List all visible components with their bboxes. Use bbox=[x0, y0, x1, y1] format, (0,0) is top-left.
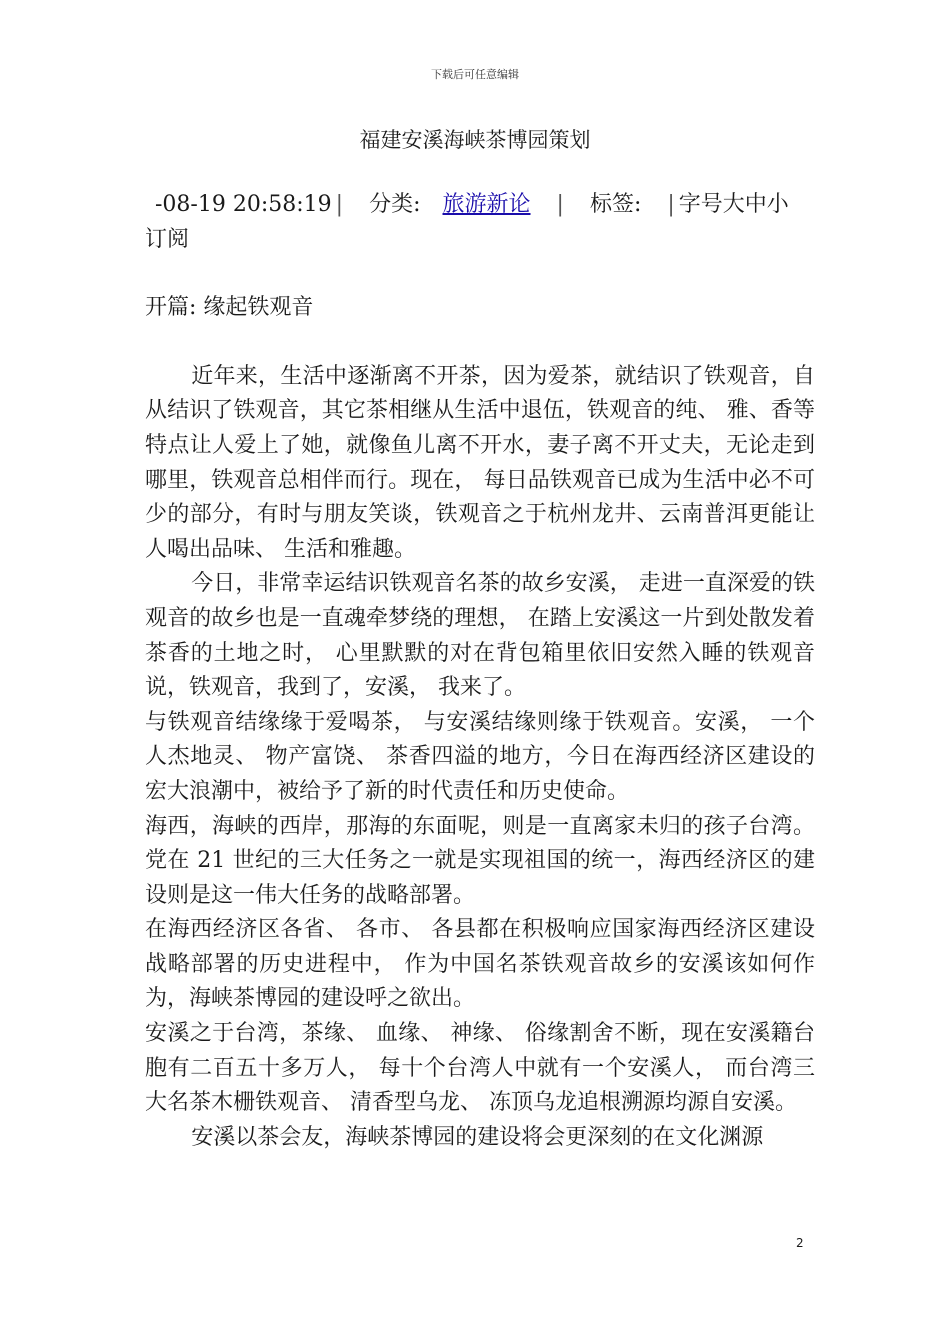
page-number: 2 bbox=[796, 1236, 804, 1250]
subscribe-link[interactable]: 订阅 bbox=[145, 226, 190, 252]
paragraph: 安溪之于台湾，茶缘、 血缘、 神缘、 俗缘割舍不断，现在安溪籍台胞有二百五十多万人， 每十个台湾人中就有一个安溪人， 而台湾三大名茶木栅铁观音、 清香型乌龙、 冻顶乌龙追根溯源均源自安溪。 bbox=[145, 1021, 815, 1116]
meta-separator: | bbox=[667, 192, 675, 217]
paragraph: 海西，海峡的西岸，那海的东面呢，则是一直离家未归的孩子台湾。党在 21 世纪的三大任务之一就是实现祖国的统一，海西经济区的建设则是这一伟大任务的战略部署。 bbox=[145, 813, 815, 908]
meta-separator: | bbox=[556, 192, 564, 217]
document-title: 福建安溪海峡茶博园策划 bbox=[359, 128, 591, 152]
paragraph: 在海西经济区各省、 各市、 各县都在积极响应国家海西经济区建设战略部署的历史进程中， 作为中国名茶铁观音故乡的安溪该如何作为，海峡茶博园的建设呼之欲出。 bbox=[145, 917, 815, 1012]
article-meta bbox=[155, 188, 815, 223]
meta-separator: | bbox=[335, 192, 344, 217]
header-note: 下载后可任意编辑 bbox=[431, 68, 519, 81]
category-link[interactable]: 旅游新论 bbox=[442, 192, 531, 217]
category-label: 分类: bbox=[369, 192, 421, 217]
article-body bbox=[145, 188, 815, 1155]
paragraph: 安溪以茶会友，海峡茶博园的建设将会更深刻的在文化渊源 bbox=[191, 1124, 764, 1150]
font-size-control[interactable]: 字号大中小 bbox=[678, 192, 789, 217]
section-title: 开篇: 缘起铁观音 bbox=[145, 295, 314, 321]
paragraph: 近年来，生活中逐渐离不开茶，因为爱茶，就结识了铁观音，自从结识了铁观音，其它茶相继从生活中退伍，铁观音的纯、 雅、香等特点让人爱上了她，就像鱼儿离不开水，妻子离不开丈夫，无论走到哪里，铁观音总相伴而行。现在， 每日品铁观音已成为生活中必不可少的部分，有时与朋友笑谈，铁观音之于杭州龙井、云南普洱更能让人喝出品味、 生活和雅趣。 bbox=[145, 363, 815, 562]
paragraph: 今日，非常幸运结识铁观音名茶的故乡安溪， 走进一直深爱的铁观音的故乡也是一直魂牵梦绕的理想， 在踏上安溪这一片到处散发着茶香的土地之时， 心里默默的对在背包箱里依旧安然入睡的铁观音说，铁观音，我到了，安溪， 我来了。 bbox=[145, 571, 815, 701]
tags-label: 标签: bbox=[589, 192, 642, 217]
paragraph-list bbox=[145, 360, 815, 1156]
paragraph: 与铁观音结缘缘于爱喝茶， 与安溪结缘则缘于铁观音。安溪， 一个人杰地灵、 物产富饶、 茶香四溢的地方，今日在海西经济区建设的宏大浪潮中，被给予了新的时代责任和历史使命。 bbox=[145, 709, 815, 804]
post-datetime: -08-19 20:58:19 bbox=[155, 192, 332, 217]
